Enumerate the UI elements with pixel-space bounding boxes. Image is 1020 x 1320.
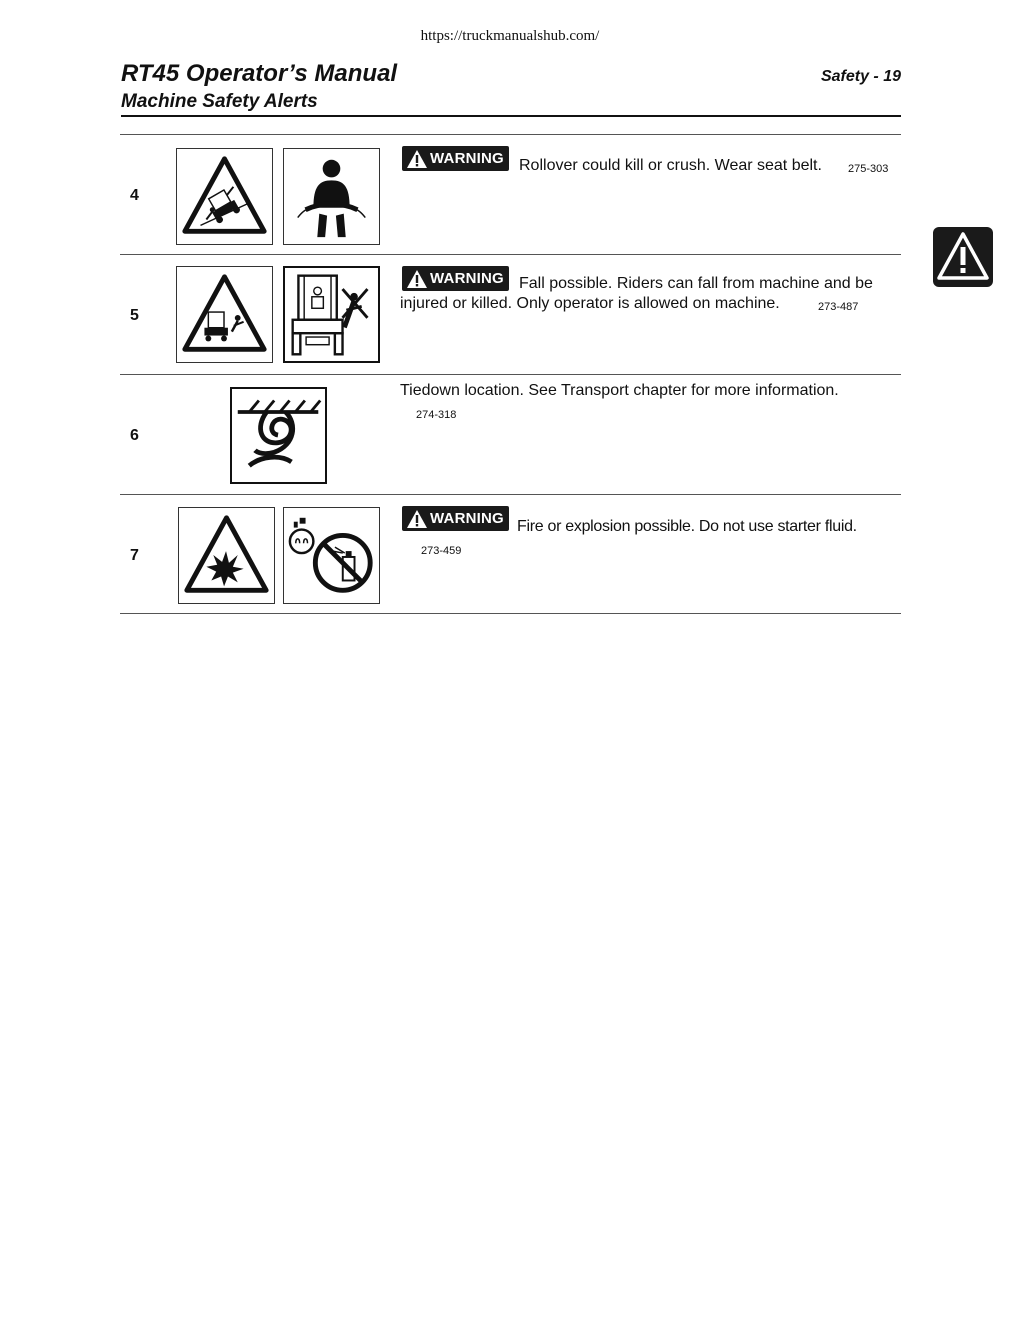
warning-badge [402, 506, 509, 531]
explosion-warning-icon [178, 507, 275, 604]
no-starter-fluid-icon [283, 507, 380, 604]
rider-fall-warning-icon [176, 266, 273, 363]
decal-code: 275-303 [848, 163, 889, 175]
warning-badge [402, 266, 509, 291]
table-row [120, 374, 901, 494]
alert-text-line2: injured or killed. Only operator is allowed on machine. [400, 295, 780, 312]
warning-triangle-icon [406, 149, 428, 169]
seat-belt-icon [283, 148, 380, 245]
table-row [120, 254, 901, 374]
tiedown-icon [230, 387, 327, 484]
table-row [120, 134, 901, 254]
warning-badge [402, 146, 509, 171]
source-url[interactable]: https://truckmanualshub.com/ [420, 28, 600, 44]
alert-text: Tiedown location. See Transport chapter for more information. [400, 382, 839, 399]
header-rule [121, 115, 901, 117]
row-number: 4 [130, 187, 139, 204]
no-riders-icon [283, 266, 380, 363]
alert-text: Fire or explosion possible. Do not use starter fluid. [517, 518, 857, 535]
alert-text-line1: Fall possible. Riders can fall from machine and be [519, 275, 873, 292]
alert-text: Rollover could kill or crush. Wear seat belt. [519, 157, 822, 174]
row-number: 5 [130, 307, 139, 324]
warning-badge-label: WARNING [430, 150, 504, 167]
warning-badge-label: WARNING [430, 270, 504, 287]
row-number: 6 [130, 427, 139, 444]
decal-code: 273-459 [421, 545, 462, 557]
safety-alert-tab-icon [933, 227, 993, 287]
section-title: Machine Safety Alerts [121, 91, 318, 112]
manual-title: RT45 Operator’s Manual [121, 60, 398, 87]
safety-alerts-table [120, 134, 901, 614]
decal-code: 273-487 [818, 301, 859, 313]
decal-code: 274-318 [416, 409, 457, 421]
row-number: 7 [130, 547, 139, 564]
warning-triangle-icon [406, 509, 428, 529]
page-number: Safety - 19 [820, 68, 901, 85]
table-row [120, 494, 901, 614]
warning-badge-label: WARNING [430, 510, 504, 527]
warning-triangle-icon [406, 269, 428, 289]
rollover-warning-icon [176, 148, 273, 245]
